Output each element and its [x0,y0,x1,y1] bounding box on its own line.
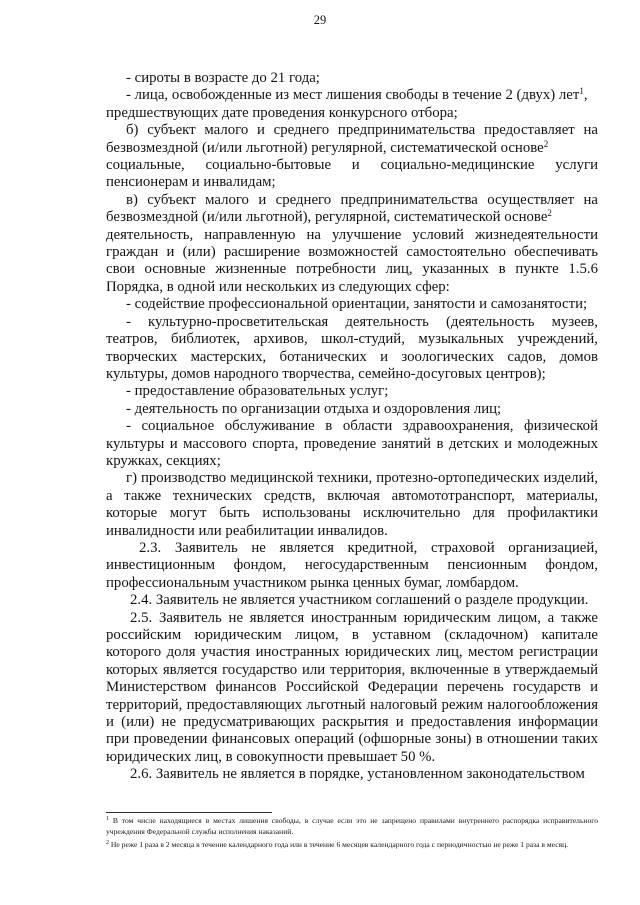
paragraph-b [106,122,598,157]
paragraph-v [106,192,598,227]
list-item-cultural-activity: - культурно-просветительская деятельность (деятельность музеев, театров, библиотек, архивов, школ-студий, музыкальных учреждений, творческих мастерских, ботанических и зоологических садов, домов культуры, домов народного творчества, семейно-досуговых центров); [106,313,598,382]
footnote-ref-2: 2 [547,208,552,219]
paragraph-g: г) производство медицинской техники, протезно-ортопедических изделий, а также технических средств, включая автомототранспорт, материалы, которые могут быть использованы исключительно для профилактики инвалидности или реабилитации инвалидов. [106,470,598,539]
footnote-text: В том числе находящиеся в местах лишения свободы, в случае если это не запрещено правилами внутреннего распорядка исправительного учреждения Федеральной службы исполнения наказаний. [106,816,598,836]
footnote-mark: 2 [106,840,109,846]
paragraph-v-continuation: деятельность, направленную на улучшение условий жизнедеятельности граждан и (или) расширение возможностей самостоятельно обеспечивать свои основные жизненные потребности лиц, указанных в пункте 1.5.6 Порядка, в одной или нескольких из следующих сфер: [106,226,598,295]
list-item-career-guidance: - содействие профессиональной ориентации, занятости и самозанятости; [126,296,588,313]
punctuation: , [583,87,588,104]
list-item-recreation: - деятельность по организации отдыха и оздоровления лиц; [126,400,502,417]
clause-2-5: 2.5. Заявитель не является иностранным юридическим лицом, а также российским юридическим лицом, в уставном (складочном) капитале которого доля участия иностранных юридических лиц, местом регистрации которых является государство или территория, включенные в утверждаемый Министерством финансов Российской Федерации перечень государств и территорий, предоставляющих льготный налоговый режим налогообложения и (или) не предусматривающих раскрытия и предоставления информации при проведении финансовых операций (офшорные зоны) в отношении таких юридических лиц, в совокупности превышает 50 %. [106,609,598,765]
paragraph-b-continuation: социальные, социально-бытовые и социально-медицинские услуги пенсионерам и инвалидам; [106,157,598,191]
list-item-education: - предоставление образовательных услуг; [126,383,389,400]
footnote-ref-1: 1 [579,86,584,97]
footnote-ref-2: 2 [543,138,549,149]
clause-2-3: 2.3. Заявитель не является кредитной, страховой организацией, инвестиционным фондом, негосударственным пенсионным фондом, профессиональным участником рынка ценных бумаг, ломбардом. [106,539,598,591]
list-item-orphans: - сироты в возрасте до 21 года; [126,70,320,86]
page-number: 29 [313,13,327,27]
footnote-text: Не реже 1 раза в 2 месяца в течение календарного года или в течение 6 месяцев календарного года с периодичностью не реже 1 раза в месяц. [110,840,569,849]
list-item-released-persons [106,87,598,104]
paragraph-text: в) субъект малого и среднего предпринимательства осуществляет на безвозмездной (и/или льготной), регулярной, систематической основе [106,191,598,226]
footnote-1 [106,816,598,837]
footnote-mark: 1 [106,816,109,822]
list-item-social-services: - социальное обслуживание в области здравоохранения, физической культуры и массового спорта, проведение занятий в детских и молодежных кружках, секциях; [106,418,598,469]
paragraph-continuation: предшествующих дате проведения конкурсного отбора; [106,104,458,121]
clause-2-6: 2.6. Заявитель не является в порядке, установленном законодательством [130,766,585,783]
paragraph-text: б) субъект малого и среднего предпринимательства предоставляет на безвозмездной (и/или льготной) регулярной, систематической основе [106,122,598,156]
footnote-divider [106,812,272,813]
document-body [106,70,598,784]
paragraph-text: - лица, освобожденные из мест лишения свободы в течение 2 (двух) лет [126,87,580,104]
clause-2-4: 2.4. Заявитель не является участником соглашений о разделе продукции. [130,592,589,609]
footnote-2 [106,840,598,851]
